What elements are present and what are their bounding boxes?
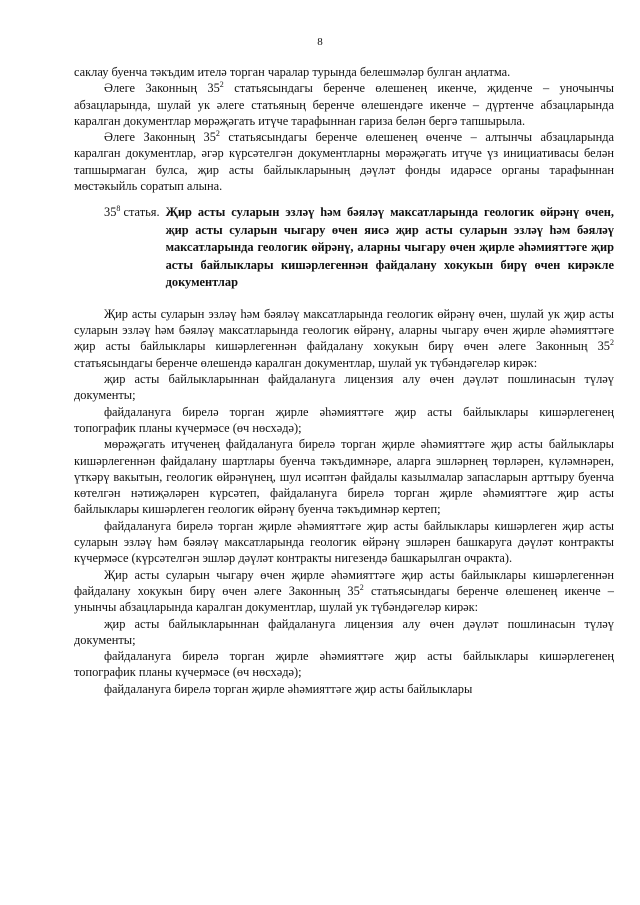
paragraph: Җир асты суларын эзләү һәм бәяләү максатларында геологик өйрәнү өчен, шулай ук җир асты суларын эзләү һәм бәяләү максатларында геологик өйрәнү, аларны чыгару өчен җирле әһәмияттәге җир асты байлыклары кишәрлегеннән файдалану хокукын бирү өчен әлеге Законның $35^2$ статьясындагы беренче өлешендә каралган документлар, шулай ук түбәндәгеләр кирәк: — [74, 306, 614, 370]
list-item: файдалануга бирелә торган җирле әһәмияттәге җир асты байлыклары кишәрлегенең топографик планы күчермәсе (өч нөсхәдә); — [74, 404, 614, 435]
paragraph: Әлеге Законның $35^2$ статьясындагы беренче өлешенең икенче, җиденче – уночынчы абзацларында, шулай ук әлеге статьяның беренче өлешендәге икенче – дүртенче абзацларында каралган документлар мөрәҗәгать итүче тарафыннан гариза белән бергә тапшырыла. — [74, 80, 614, 128]
paragraph: саклау буенча тәкъдим ителә торган чаралар турында белешмәләр булган аңлатма. — [74, 65, 511, 79]
list-item: җир асты байлыкларыннан файдалануга лицензия алу өчен дәүләт пошлинасын түләү документы; — [74, 616, 614, 647]
article-heading — [74, 204, 614, 292]
article-number: $35^8$ статья. — [104, 204, 160, 220]
list-item: файдалануга бирелә торган җирле әһәмияттәге җир асты байлыклары кишәрлеген җир асты суларын эзләү һәм бәяләү максатларында геологик өйрәнү эшләрен башкаруга дәүләт контракты күчермәсе (күрсәтелгән эшләр дәүләт контракты нигезендә башкарылган очракта). — [74, 518, 614, 566]
list-item: файдалануга бирелә торган җирле әһәмияттәге җир асты байлыклары — [104, 681, 473, 696]
list-item: җир асты байлыкларыннан файдалануга лицензия алу өчен дәүләт пошлинасын түләү документы; — [74, 372, 614, 403]
list-item: файдалануга бирелә торган җирле әһәмияттәге җир асты байлыклары кишәрлегенең топографик планы күчермәсе (өч нөсхәдә); — [74, 649, 614, 680]
list-item: мөрәҗәгать итүченең файдалануга бирелә торган җирле әһәмияттәге җир асты байлыклары кишәрлегеннән файдалану шартлары буенча тәкъдимнәре, аларга эшләрнең төрләрен, күләмнәрен, үткәрү вакытын, геологик өйрәнүнең, шул исәптән файдалы казылмалар запасларын арттыру буенча көтелгән нәтиҗәләрен күрсәтеп, файдалануга бирелә торган җирле әһәмияттәге җир асты байлыклары кишәрлеген геологик өйрәнү буенча тәкъдимнәр кертеп; — [74, 437, 614, 517]
paragraph: Әлеге Законның $35^2$ статьясындагы беренче өлешенең өченче – алтынчы абзацларында каралган документлар, әгәр күрсәтелгән документларны мөрәҗәгать итүче үз инициативасы белән тапшырмаган булса, җир асты байлыкларының дәүләт фонды идарәсе органы тарафыннан мөстәкыйль соратып алына. — [74, 129, 615, 194]
page-number: 8 — [317, 36, 323, 48]
paragraph: Җир асты суларын чыгару өчен җирле әһәмияттәге җир асты байлыклары кишәрлегеннән файдалану хокукын бирү өчен әлеге Законның $35^2$ статьясындагы беренче өлешенең икенче – унынчы абзацларында каралган документлар, шулай ук түбәндәгеләр кирәк: — [74, 567, 614, 615]
document-body — [74, 64, 614, 697]
article-title: Җир асты суларын эзләү һәм бәяләү максатларында геологик өйрәнү өчен, җир асты суларын чыгару өчен яисә җир асты суларын эзләү һәм бәяләү максатларында геологик өйрәнү, аларны чыгару өчен җирле әһәмияттәге җир асты байлыклары кишәрлегеннән файдалану хокукын бирү өчен кирәкле документлар — [165, 205, 614, 290]
